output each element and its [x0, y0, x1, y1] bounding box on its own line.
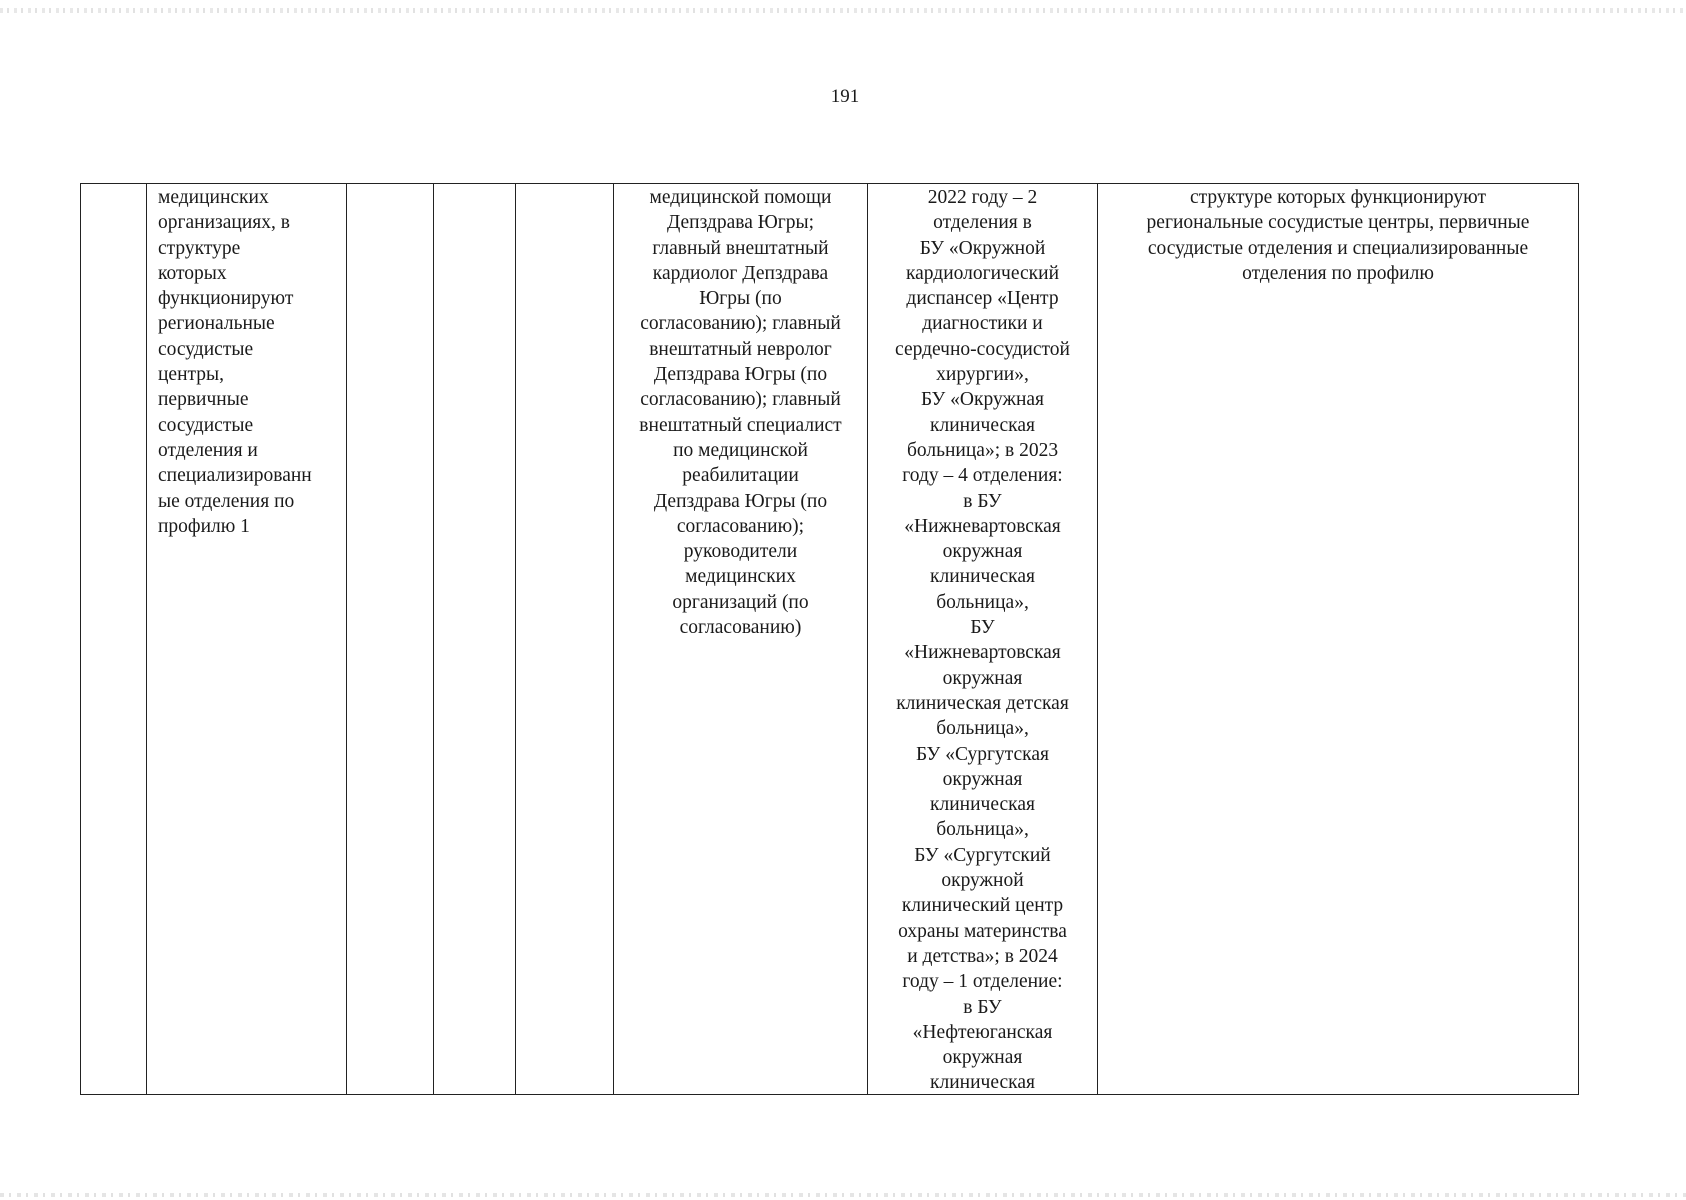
responsible-line: главный внештатный	[652, 237, 829, 259]
results-line: больница»,	[936, 718, 1029, 740]
results-line: диспансер «Центр	[906, 288, 1059, 310]
results-line: в БУ	[963, 490, 1002, 512]
responsible-line: согласованию); главный	[640, 389, 841, 411]
responsible-line: Депздрава Югры;	[666, 212, 815, 234]
description-cell-text	[1098, 184, 1578, 286]
measure-line: медицинских	[158, 187, 269, 208]
results-line: окружная	[942, 768, 1023, 790]
description-line: структуре которых функционируют	[1189, 187, 1486, 208]
results-line: «Нефтеюганская	[912, 1021, 1053, 1043]
responsible-cell-text	[614, 184, 867, 640]
responsible-line: Депздрава Югры (по	[653, 364, 828, 386]
results-line: 2022 году – 2	[927, 187, 1038, 208]
results-cell-text	[868, 184, 1097, 1096]
results-line: БУ	[970, 617, 995, 639]
responsible-line: внештатный невролог	[649, 338, 832, 360]
table-column-description	[1098, 184, 1578, 1094]
results-line: кардиологический	[905, 262, 1060, 284]
measure-line: региональные	[158, 313, 275, 335]
results-line: «Нижневартовская	[904, 515, 1061, 537]
results-line: окружная	[942, 667, 1023, 689]
results-line: клиническая	[930, 566, 1035, 588]
measure-line: функционируют	[158, 288, 294, 310]
table-column-end-date	[434, 184, 516, 1094]
measure-line: первичные	[158, 389, 249, 411]
results-line: БУ «Окружной	[919, 237, 1046, 259]
measure-line: которых	[158, 262, 227, 284]
results-line: клинический центр	[901, 895, 1064, 917]
table-column-start-date	[347, 184, 434, 1094]
responsible-line: медицинских	[685, 566, 796, 588]
responsible-line: внештатный специалист	[639, 414, 842, 436]
results-line: клиническая	[930, 1072, 1035, 1094]
measure-cell-text	[147, 184, 346, 539]
measure-line: профилю 1	[158, 515, 250, 537]
description-line: региональные сосудистые центры, первичные	[1146, 212, 1530, 234]
responsible-line: руководители	[683, 541, 798, 563]
description-line: сосудистые отделения и специализированные	[1147, 237, 1529, 259]
responsible-line: кардиолог Депздрава	[652, 262, 829, 284]
results-line: охраны материнства	[898, 920, 1067, 942]
results-line: окружной	[941, 870, 1024, 892]
results-line: больница»; в 2023	[906, 439, 1059, 461]
measure-line: сосудистые	[158, 338, 254, 360]
results-line: году – 1 отделение:	[902, 971, 1063, 993]
description-line: отделения по профилю	[1242, 262, 1434, 284]
results-line: клиническая детская	[896, 692, 1069, 714]
results-line: БУ «Сургутская	[916, 743, 1049, 765]
responsible-line: согласованию)	[679, 617, 802, 639]
responsible-line: согласованию); главный	[640, 313, 841, 335]
measure-line: ые отделения по	[158, 490, 295, 512]
results-line: больница»,	[936, 591, 1029, 613]
scan-edge-top	[0, 8, 1686, 13]
results-line: отделения в	[933, 212, 1032, 234]
measure-line: сосудистые	[158, 414, 254, 436]
results-line: окружная	[942, 541, 1023, 563]
results-line: в БУ	[963, 996, 1002, 1018]
responsible-line: согласованию);	[676, 515, 805, 537]
results-line: БУ «Окружная	[920, 389, 1045, 411]
results-line: окружная	[942, 1047, 1023, 1069]
measure-line: центры,	[158, 364, 225, 386]
results-line: «Нижневартовская	[904, 642, 1061, 664]
responsible-line: реабилитации	[682, 465, 799, 487]
results-line: хирургии»,	[936, 364, 1029, 386]
measure-line: специализированн	[158, 465, 312, 487]
responsible-line: организаций (по	[672, 591, 809, 613]
results-line: году – 4 отделения:	[902, 465, 1063, 487]
responsible-line: Депздрава Югры (по	[653, 490, 828, 512]
results-line: больница»,	[936, 819, 1029, 841]
results-line: диагностики и	[922, 313, 1043, 335]
results-line: клиническая	[930, 414, 1035, 436]
results-line: и детства»; в 2024	[907, 945, 1058, 967]
table-column-responsible	[614, 184, 868, 1094]
table-column-number	[81, 184, 147, 1094]
results-line: сердечно-сосудистой	[895, 338, 1070, 360]
measure-line: отделения и	[158, 439, 258, 461]
responsible-line: медицинской помощи	[649, 187, 832, 208]
table-column-document	[516, 184, 614, 1094]
results-line: клиническая	[930, 794, 1035, 816]
responsible-line: Югры (по	[699, 288, 782, 310]
document-table	[80, 183, 1579, 1095]
page-number: 191	[830, 86, 860, 107]
measure-line: организациях, в	[158, 212, 290, 234]
results-line: БУ «Сургутский	[914, 844, 1051, 866]
table-column-measure	[147, 184, 347, 1094]
scan-edge-bottom	[0, 1193, 1686, 1197]
table-column-results	[868, 184, 1098, 1094]
measure-line: структуре	[158, 237, 241, 259]
responsible-line: по медицинской	[673, 439, 808, 461]
